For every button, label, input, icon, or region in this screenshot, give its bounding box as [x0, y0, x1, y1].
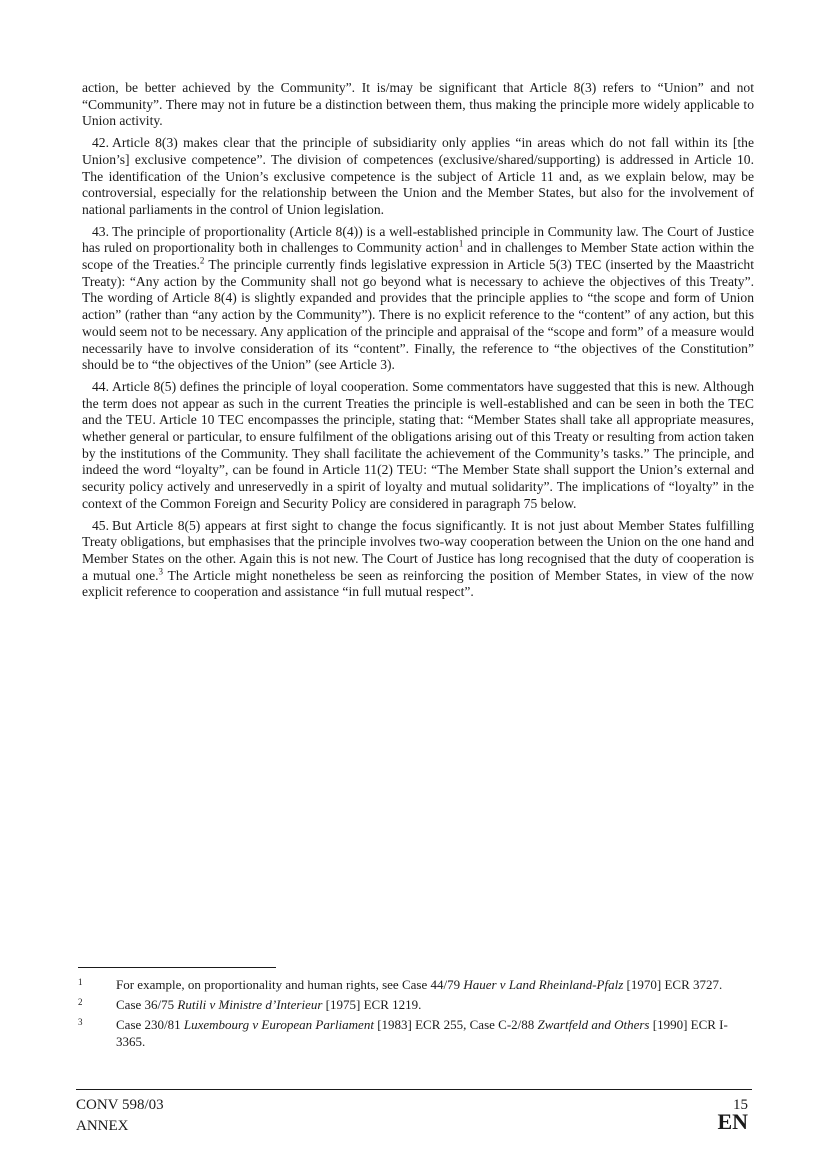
case-name: Zwartfeld and Others	[537, 1017, 650, 1032]
footnote-mark: 3	[78, 1017, 83, 1027]
document-reference: CONV 598/03	[76, 1097, 164, 1113]
text-run: The principle currently finds legislative expression in Article 5(3) TEC (inserted by the Maastricht Treaty): “Any action by the Community shall not go beyond what is necessary to achieve the objectives of this Treaty”. The wording of Article 8(4) is slightly expanded and provides that the principle applies to “the scope and form of Union action” (rather than “any action by the Community”). There is no explicit reference to the “content” of any action, but this would seem not to be necessary. Any application of the principle and appraisal of the “scope and form” of a measure would necessarily have to involve consideration of its “content”. Finally, the reference to “the objectives of the Constitution” should be to “the objectives of the Union” (see Article 3).	[82, 257, 754, 373]
footnote-reference: 2	[199, 255, 205, 266]
text-run: Case 230/81	[116, 1017, 184, 1032]
text-run: Case 36/75	[116, 997, 178, 1012]
paragraph-number: 44.	[92, 378, 109, 394]
footnote-reference: 3	[158, 566, 164, 577]
text-run: action, be better achieved by the Community”. It is/may be significant that Article 8(3) refers to “Union” and not “Community”. There may not in future be a distinction between them, thus making the principle more widely applicable to Union activity.	[82, 80, 754, 129]
text-run: Article 8(3) makes clear that the principle of subsidiarity only applies “in areas which do not fall within its [the Union’s] exclusive competence”. The division of competences (exclusive/shared/supporting) is addressed in Article 10. The identification of the Union’s exclusive competence is the subject of Article 11 and, as we explain below, may be controversial, especially for the relationship between the Union and the Member States, but also for the involvement of national parliaments in the control of Union legislation.	[82, 135, 754, 217]
paragraph	[82, 518, 754, 602]
text-run: and in challenges to Member State action within the scope of the Treaties.	[82, 240, 755, 273]
text-run: For example, on proportionality and human rights, see Case 44/79	[116, 977, 464, 992]
page-number: 15	[733, 1097, 748, 1113]
paragraph	[82, 224, 754, 374]
paragraph	[82, 135, 754, 219]
text-run: [1970] ECR 3727.	[623, 977, 723, 992]
footnote	[78, 1016, 738, 1050]
text-run: [1983] ECR 255, Case C-2/88	[373, 1017, 538, 1032]
paragraph-number: 43.	[92, 223, 109, 239]
text-run: The Article might nonetheless be seen as reinforcing the position of Member States, in view of the now explicit reference to cooperation and assistance “in full mutual respect”.	[82, 567, 754, 600]
footnote	[78, 976, 738, 993]
language-code: EN	[717, 1109, 748, 1134]
text-run: [1990] ECR I-3365.	[116, 1017, 728, 1049]
case-name: Hauer v Land Rheinland-Pfalz	[463, 977, 624, 992]
case-name: Luxembourg v European Parliament	[183, 1017, 374, 1032]
text-run: Article 8(5) defines the principle of loyal cooperation. Some commentators have suggested that this is new. Although the term does not appear as such in the current Treaties the principle is well-established and can be seen in both the TEC and the TEU. Article 10 TEC encompasses the principle, stating that: “Member States shall take all appropriate measures, whether general or particular, to ensure fulfilment of the obligations arising out of this Treaty or resulting from action taken by the institutions of the Community. They shall facilitate the achievement of the Community’s tasks.” The principle, and indeed the word “loyalty”, can be found in Article 11(2) TEU: “The Member State shall support the Union’s external and security policy actively and unreservedly in a spirit of loyalty and mutual solidarity”. The implications of “loyalty” in the context of the Common Foreign and Security Policy are considered in paragraph 75 below.	[82, 378, 754, 511]
footnote-separator	[78, 967, 276, 968]
footnotes	[78, 976, 738, 1053]
document-body	[82, 80, 754, 606]
footnote	[78, 996, 738, 1013]
footer-separator	[76, 1089, 752, 1090]
paragraph-number: 42.	[92, 135, 109, 151]
paragraph-number: 45.	[92, 517, 109, 533]
case-name: Rutili v Ministre d’Interieur	[177, 997, 323, 1012]
footnote-reference: 1	[458, 238, 464, 249]
text-run: The principle of proportionality (Article 8(4)) is a well-established principle in Community law. The Court of Justice has ruled on proportionality both in challenges to Community action	[82, 223, 754, 256]
footnote-mark: 2	[78, 997, 83, 1007]
footnote-mark: 1	[78, 977, 83, 987]
footnote-text	[116, 996, 738, 1013]
text-run: [1975] ECR 1219.	[322, 997, 422, 1012]
footnote-text	[116, 976, 738, 993]
text-run: But Article 8(5) appears at first sight to change the focus significantly. It is not just about Member States fulfilling Treaty obligations, but emphasises that the principle involves two-way cooperation between the Union on the one hand and Member States on the other. Again this is not new. The Court of Justice has long recognised that the duty of cooperation is a mutual one.	[82, 517, 754, 583]
annex-label: ANNEX	[76, 1118, 129, 1134]
footnote-text	[116, 1016, 738, 1050]
paragraph	[82, 80, 754, 130]
paragraph	[82, 379, 754, 513]
